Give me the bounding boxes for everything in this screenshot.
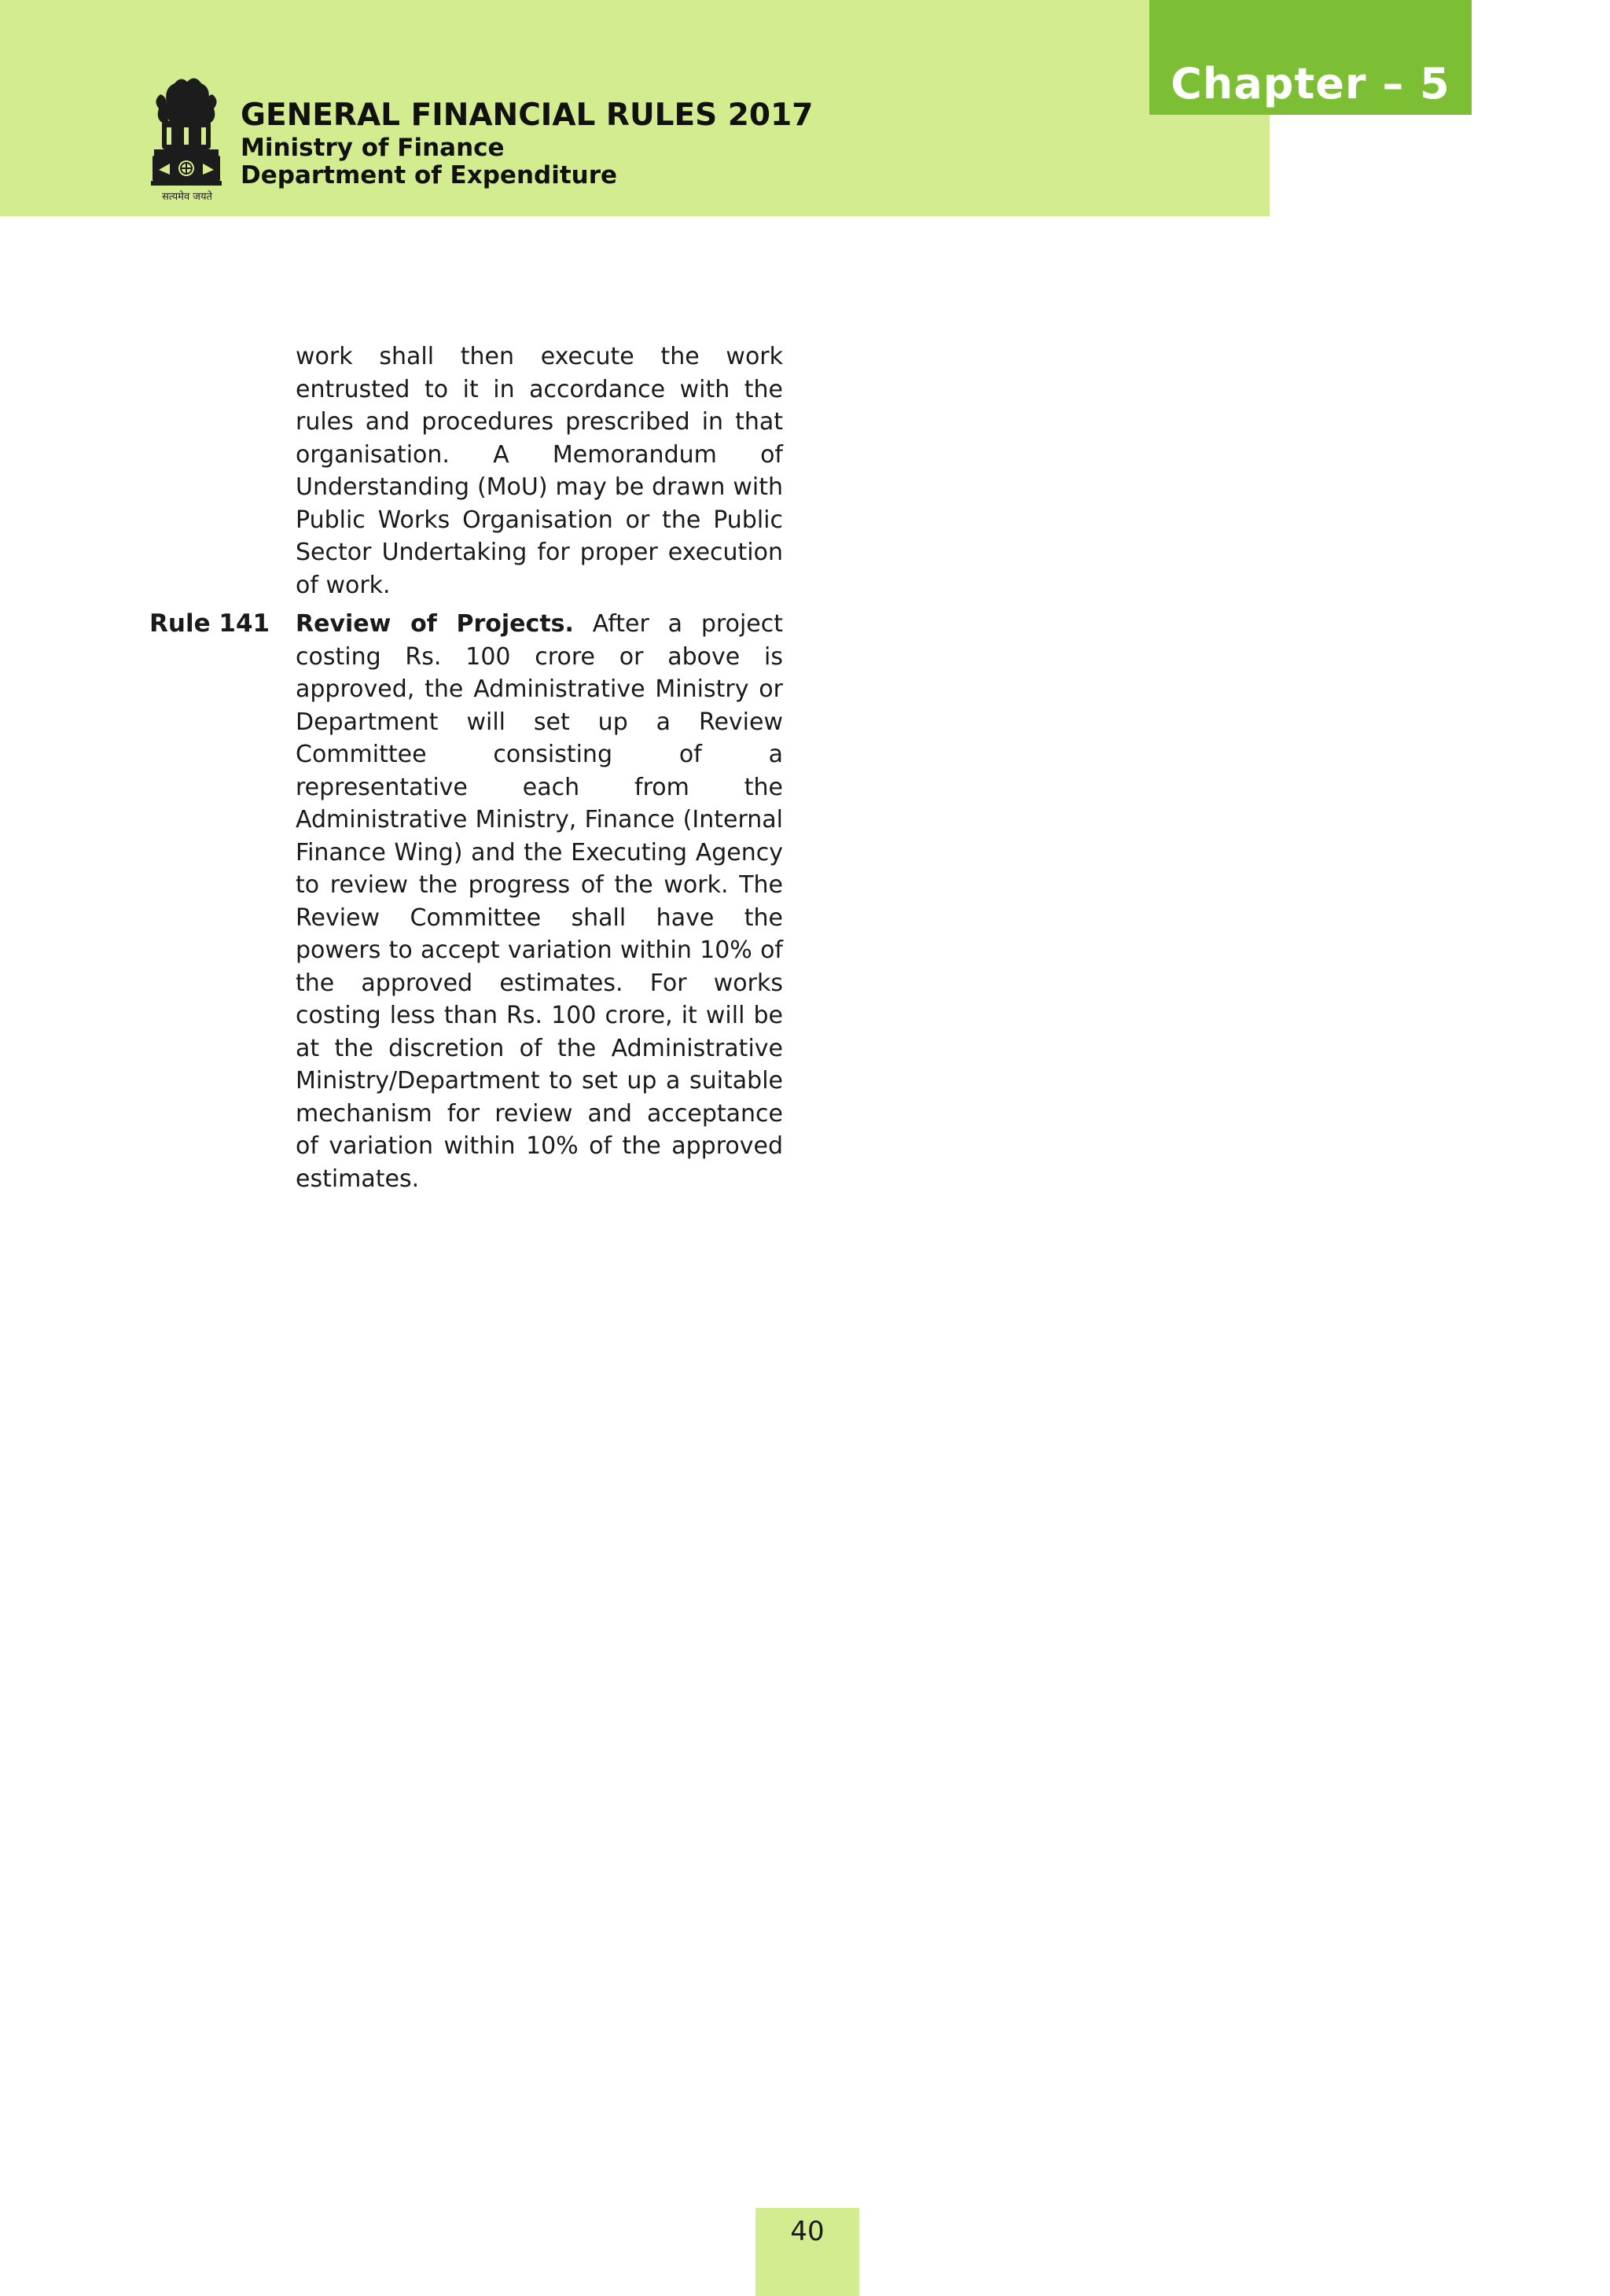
rule-text: After a project costing Rs. 100 crore or above is approved, the Administrative Ministry or Department will set up a Review Committee consisting of a representative each from the Administrative Ministry, Finance (Internal Finance Wing) and the Executing Agency to review the progress of the work. The Review Committee shall have the powers to accept variation within 10% of the approved estimates. For works costing less than Rs. 100 crore, it will be at the discretion of the Administrative Ministry/Department to set up a suitable mechanism for review and acceptance of variation within 10% of the approved estimates.	[296, 610, 783, 1193]
page-number: 40	[790, 2216, 825, 2247]
national-emblem-icon	[143, 72, 230, 204]
rule-heading: Review of Projects.	[296, 610, 574, 638]
emblem-motto: सत्यमेव जयते	[162, 191, 212, 203]
continuation-paragraph: work shall then execute the work entrusted to it in accordance with the rules and procedures prescribed in that organisation. A Memorandum of Understanding (MoU) may be drawn with Public Works Organisation or the Public Sector Undertaking for proper execution of work.	[296, 343, 783, 599]
department-name: Department of Expenditure	[241, 161, 618, 189]
rule-paragraph	[296, 608, 783, 1195]
document-title: GENERAL FINANCIAL RULES 2017	[241, 98, 814, 133]
ministry-name: Ministry of Finance	[241, 134, 505, 162]
page-number-box	[755, 2208, 859, 2296]
rule-number: Rule 141	[149, 609, 270, 638]
chapter-label: Chapter – 5	[1171, 59, 1450, 109]
chapter-tab	[1149, 0, 1472, 115]
